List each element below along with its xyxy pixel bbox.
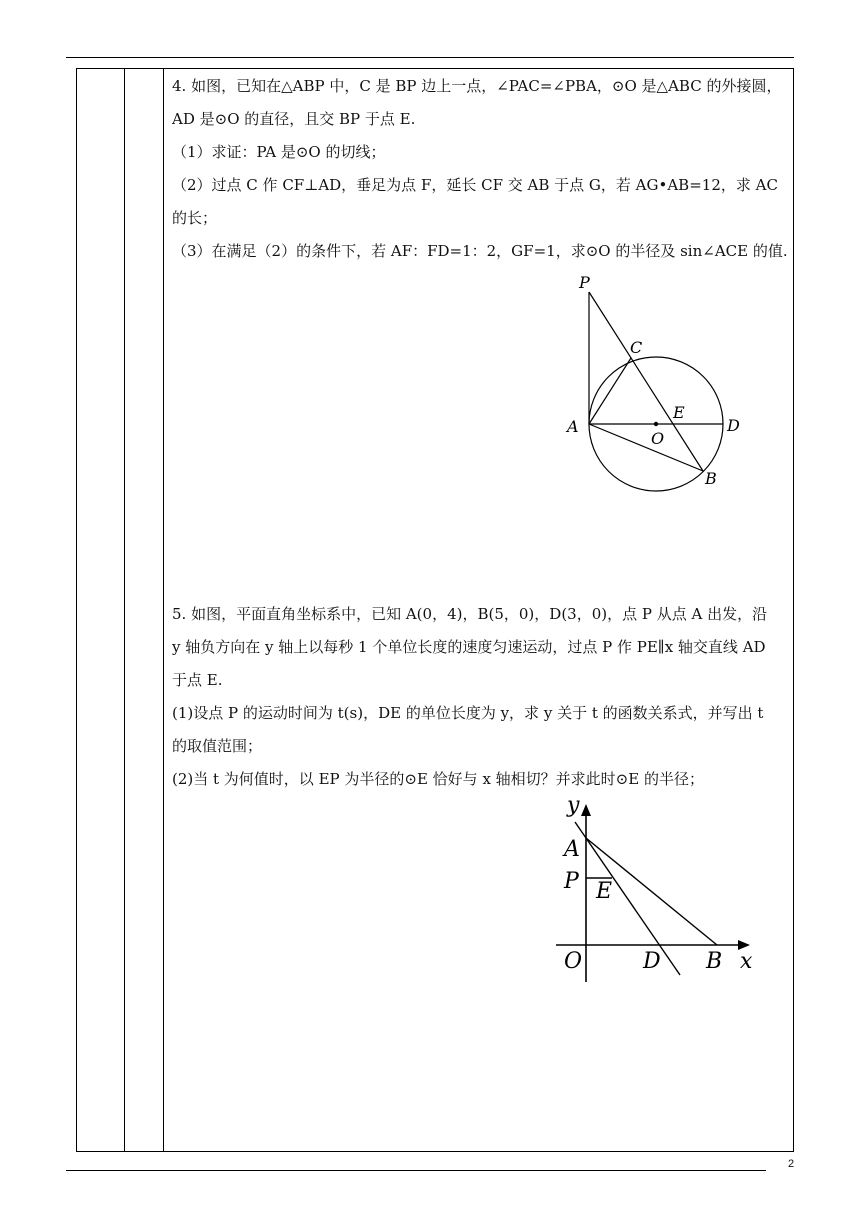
problem-5-figure	[550, 790, 770, 990]
line-ad	[575, 822, 680, 975]
label-o: O	[564, 949, 583, 974]
problem-4-line: （3）在满足（2）的条件下，若 AF：FD=1：2，GF=1，求⊙O 的半径及 sin∠ACE 的值.	[172, 242, 788, 260]
page-number: 2	[788, 1158, 795, 1170]
problem-4-line: 4. 如图，已知在△ABP 中，C 是 BP 边上一点，∠PAC=∠PBA，⊙O 是△ABC 的外接圆，	[172, 77, 782, 95]
footer-rule	[66, 1170, 766, 1171]
segment-ab	[589, 424, 703, 471]
label-b: B	[706, 949, 723, 974]
label-e: E	[596, 879, 613, 904]
header-rule	[66, 57, 794, 58]
problem-4-line: AD 是⊙O 的直径，且交 BP 于点 E.	[172, 110, 416, 128]
table-divider-1	[124, 68, 125, 1152]
label-e: E	[673, 403, 685, 422]
problem-4-figure	[560, 270, 760, 500]
label-b: B	[705, 469, 717, 488]
y-axis-arrow	[581, 804, 591, 816]
table-divider-2	[163, 68, 164, 1152]
problem-4-line: （1）求证：PA 是⊙O 的切线；	[172, 143, 386, 161]
table-left-border	[76, 68, 77, 1152]
label-p: P	[579, 273, 590, 292]
table-bottom-border	[76, 1151, 794, 1152]
segment-pb	[589, 292, 703, 471]
problem-5-line: (2)当 t 为何值时，以 EP 为半径的⊙E 恰好与 x 轴相切？并求此时⊙E 的半径；	[172, 770, 704, 788]
label-x: x	[740, 949, 753, 974]
problem-5-line: 的取值范围；	[172, 737, 263, 755]
problem-5-line: (1)设点 P 的运动时间为 t(s)，DE 的单位长度为 y，求 y 关于 t 的函数关系式，并写出 t	[172, 704, 764, 722]
center-point-o	[654, 422, 658, 426]
label-d: D	[727, 416, 740, 435]
label-p: P	[564, 869, 579, 894]
label-a: A	[567, 417, 579, 436]
label-y: y	[567, 793, 580, 818]
problem-5-line: y 轴负方向在 y 轴上以每秒 1 个单位长度的速度匀速运动，过点 P 作 PE∥x 轴交直线 AD	[172, 638, 766, 656]
problem-5-line: 于点 E.	[172, 671, 223, 689]
segment-ac	[589, 358, 631, 424]
problem-5-line: 5. 如图，平面直角坐标系中，已知 A(0，4)，B(5，0)，D(3，0)，点 P 从点 A 出发，沿	[172, 605, 768, 623]
table-right-border	[793, 68, 794, 1152]
label-d: D	[643, 949, 661, 974]
table-top-border	[76, 68, 794, 69]
problem-4-text	[172, 70, 788, 268]
label-o: O	[651, 429, 665, 448]
label-a: A	[564, 837, 580, 862]
problem-4-line: 的长；	[172, 209, 218, 227]
label-c: C	[630, 338, 643, 357]
problem-5-text	[172, 598, 767, 796]
problem-4-line: （2）过点 C 作 CF⊥AD，垂足为点 F，延长 CF 交 AB 于点 G，若 AG•AB=12，求 AC	[172, 176, 778, 194]
